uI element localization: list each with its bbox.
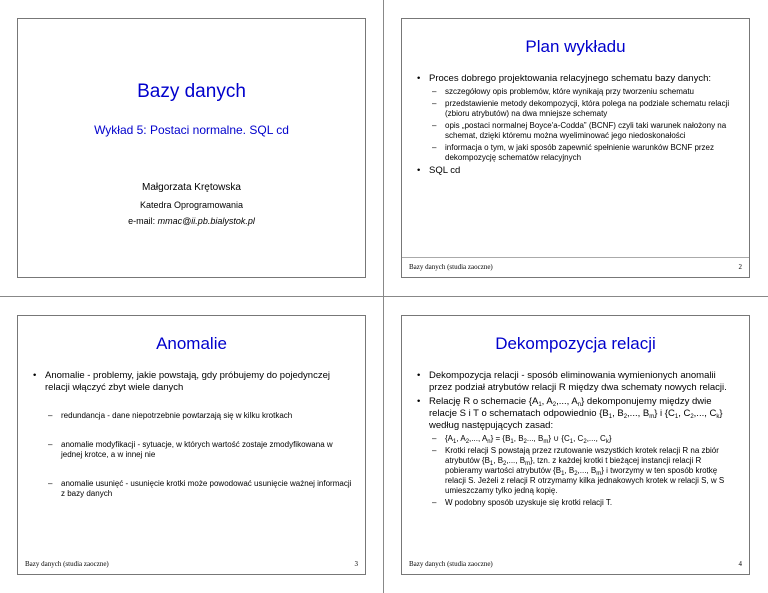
slide-1 — [17, 18, 366, 278]
page-number: 3 — [354, 560, 358, 568]
bullet: • Anomalie - problemy, jakie powstają, gdy próbujemy do pojedynczej relacji włączyć zbyt wiele danych — [31, 370, 353, 394]
slide-4-title: Dekompozycja relacji — [495, 334, 656, 353]
page-number: 4 — [738, 560, 742, 568]
slide-1-subtitle: Wykład 5: Postaci normalne. SQL cd — [94, 123, 289, 137]
sub-bullet: – anomalie modyfikacji - sytuacje, w których wartość zostaje zmodyfikowana w jednej krotce, a w innej nie — [31, 440, 353, 460]
sub-bullet: – informacja o tym, w jaki sposób zapewnić spełnienie warunków BCNF przez dekompozycję schematów relacyjnych — [415, 143, 737, 163]
author-name: Małgorzata Krętowska — [142, 182, 241, 193]
department: Katedra Oprogramowania — [139, 200, 244, 210]
sub-bullet: – opis „postaci normalnej Boyce'a-Codda” (BCNF) czyli taki warunek nałożony na schemat, dzięki któremu można wyeliminować jego niedoskonałości — [415, 121, 737, 141]
slide-1-title: Bazy danych — [137, 81, 246, 102]
sub-bullet: – anomalie usunięć - usunięcie krotki może powodować usunięcie ważnej informacji z bazy danych — [31, 479, 353, 499]
email-label: e-mail: — [128, 216, 158, 226]
slide-2 — [401, 18, 750, 278]
sub-bullet: – redundancja - dane niepotrzebnie powtarzają się w kilku krotkach — [31, 411, 353, 421]
slide-4-cell — [384, 297, 768, 593]
slide-1-cell — [0, 0, 384, 296]
slide-footer: Bazy danych (studia zaoczne) — [25, 560, 109, 568]
slide-2-cell — [384, 0, 768, 296]
bullet: • Proces dobrego projektowania relacyjnego schematu bazy danych: — [415, 73, 737, 85]
footer-rule — [402, 257, 749, 258]
page-number: 2 — [738, 263, 742, 271]
sub-bullet: – przedstawienie metody dekompozycji, która polega na podziale schematu relacji (zbioru atrybutów) na dwa mniejsze schematy — [415, 99, 737, 119]
slide-footer: Bazy danych (studia zaoczne) — [409, 263, 493, 271]
slide-2-title: Plan wykładu — [525, 37, 626, 56]
sub-bullet: – szczegółowy opis problemów, które wynikają przy tworzeniu schematu — [415, 87, 737, 97]
bullet: • Relację R o schemacie {$A_1$, $A_2$,..., $A_n$} dekomponujemy między dwie relacje S i T o schematach odpowiednio {$B_1$, $B_2$,..., $B_m$} i {$C_1$, $C_2$,..., $C_k$} według następujących zasad: — [415, 396, 737, 432]
sub-bullet: – {$A_1$, $A_2$,..., $A_n\} = \{B_1$, $B_2$..., $B_m$} ∪ {$C_1$, $C_2$,..., $C_k$} — [415, 434, 737, 444]
slide-2-body — [415, 73, 737, 179]
bullet: • SQL cd — [415, 165, 737, 177]
slide-3 — [17, 315, 366, 575]
email-link[interactable]: mmac@ii.pb.bialystok.pl — [157, 216, 255, 226]
slide-3-title: Anomalie — [156, 334, 227, 353]
slide-4 — [401, 315, 750, 575]
email-line — [18, 216, 365, 226]
sub-bullet: – W podobny sposób uzyskuje się krotki relacji T. — [415, 498, 737, 508]
slide-footer: Bazy danych (studia zaoczne) — [409, 560, 493, 568]
slide-4-body — [415, 370, 737, 510]
slide-3-cell — [0, 297, 384, 593]
sub-bullet: – Krotki relacji S powstają przez rzutowanie wszystkich krotek relacji R na zbiór atrybutów {$B_1$, $B_2$,..., $B_m$}, tzn. z każdej krotki t bieżącej instancji relacji R pobieramy wartości atrybutów {$B_1$, $B_2$,..., $B_m$} i tworzymy w ten sposób krotkę relacji S. Jeżeli z relacji R otrzymamy kilka jednakowych krotek w relacji S, w S umieszczamy tylko jedną kopię. — [415, 446, 737, 496]
slide-3-body — [31, 370, 353, 501]
bullet: • Dekompozycja relacji - sposób eliminowania wymienionych anomalii przez podział atrybutów relacji R między dwa schematy nowych relacji. — [415, 370, 737, 394]
